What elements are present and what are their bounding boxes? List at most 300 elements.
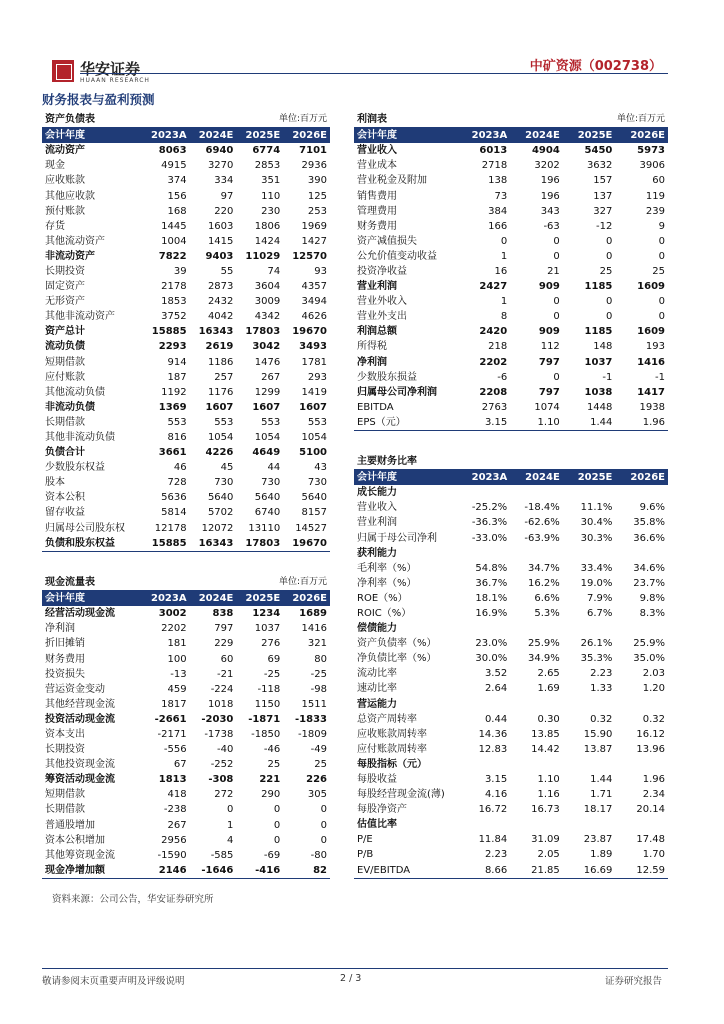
table-row <box>42 173 330 188</box>
row-value: 221 <box>259 774 281 786</box>
row-value <box>458 757 511 772</box>
row-value: -25 <box>310 668 327 680</box>
row-value: 1.10 <box>510 415 563 431</box>
table-row <box>354 561 668 576</box>
table-title: 主要财务比率 <box>354 454 668 470</box>
row-value: 0 <box>320 804 327 816</box>
row-value <box>458 621 511 636</box>
row-value: 1607 <box>205 401 234 413</box>
table-row <box>42 606 330 621</box>
row-value: 1054 <box>301 432 327 444</box>
row-value: 1369 <box>158 401 187 413</box>
row-value: 343 <box>540 205 560 217</box>
row-value <box>510 697 563 712</box>
row-value: 730 <box>307 477 327 489</box>
row-value: -238 <box>163 804 187 816</box>
row-value: 1038 <box>584 386 613 398</box>
row-value: 168 <box>167 205 187 217</box>
row-value: 25.9% <box>633 638 665 650</box>
row-value: 11.84 <box>478 834 508 846</box>
row-value: 25.9% <box>528 638 560 650</box>
row-value: 0 <box>273 804 281 816</box>
row-label: 其他流动资产 <box>45 235 105 247</box>
row-value: 1476 <box>254 356 281 368</box>
row-label: 资产总计 <box>45 326 85 338</box>
table-row <box>354 249 668 264</box>
row-value: 220 <box>214 205 234 217</box>
table-row <box>42 415 330 430</box>
row-value: 4226 <box>205 447 234 459</box>
row-label: 净利润 <box>357 356 387 368</box>
row-value: 730 <box>261 477 281 489</box>
row-value: 1607 <box>252 401 281 413</box>
row-value <box>563 817 616 832</box>
table-row <box>42 234 330 249</box>
row-value: 16.9% <box>475 607 508 619</box>
row-value: 6.7% <box>586 607 613 619</box>
row-value: 16.12 <box>636 728 665 740</box>
row-value: -6 <box>497 371 508 383</box>
row-label: EBITDA <box>357 401 394 413</box>
row-value: -224 <box>210 683 234 695</box>
row-value: -1 <box>655 371 665 383</box>
footer-disclaimer: 敬请参阅末页重要声明及评级说明 <box>42 976 185 987</box>
row-value: 5.3% <box>534 607 560 619</box>
row-label: 每股收益 <box>357 774 397 786</box>
source-note: 资料来源：公司公告，华安证券研究所 <box>52 894 214 905</box>
table-title: 利润表 <box>354 112 563 128</box>
row-value: 327 <box>593 205 613 217</box>
row-value: 157 <box>593 175 613 187</box>
table-row <box>42 787 330 802</box>
row-value: 253 <box>307 205 327 217</box>
row-value: 2936 <box>301 160 327 172</box>
column-header-year: 2026E <box>283 591 330 607</box>
row-label: 利润总额 <box>357 326 397 338</box>
brand-name: 华安证券 <box>80 60 141 78</box>
row-value: -308 <box>208 774 234 786</box>
table-row <box>42 712 330 727</box>
row-label: 营运资金变动 <box>45 683 105 695</box>
table-row <box>42 521 330 536</box>
row-value: -556 <box>163 744 187 756</box>
row-label: 短期借款 <box>45 789 85 801</box>
table-row <box>354 485 668 500</box>
row-value: 7101 <box>299 145 327 157</box>
row-value: 1.33 <box>590 683 613 695</box>
row-value: 9 <box>658 220 665 232</box>
table-row <box>354 742 668 757</box>
row-value: 3202 <box>534 160 560 172</box>
row-value: 909 <box>538 281 560 293</box>
row-label: 获利能力 <box>357 547 397 559</box>
row-value: 797 <box>214 623 234 635</box>
row-label: 成长能力 <box>357 487 397 499</box>
row-value: -13 <box>170 668 187 680</box>
row-value: 80 <box>314 653 327 665</box>
row-value: 1781 <box>301 356 327 368</box>
table-row <box>354 591 668 606</box>
row-value: 8 <box>500 311 508 323</box>
row-value: 5640 <box>254 492 281 504</box>
row-value: 1.89 <box>590 849 613 861</box>
row-value: 2619 <box>205 341 234 353</box>
row-value: 3.15 <box>484 774 508 786</box>
row-label: 净利润 <box>45 623 75 635</box>
row-value: 2427 <box>479 281 508 293</box>
row-value: 11029 <box>245 250 281 262</box>
column-header-year: 2025E <box>563 128 616 144</box>
row-label: 流动比率 <box>357 668 397 680</box>
row-value: 1192 <box>161 386 187 398</box>
row-value: 19.0% <box>580 577 613 589</box>
table-row <box>354 651 668 666</box>
row-label: ROIC（%） <box>357 607 412 619</box>
table-row <box>42 490 330 505</box>
table-title: 现金流量表 <box>42 575 236 591</box>
row-value: 797 <box>538 356 560 368</box>
row-value: 25 <box>652 265 665 277</box>
row-value: 1.44 <box>590 774 613 786</box>
row-value: 43 <box>314 462 327 474</box>
row-label: 公允价值变动收益 <box>357 250 437 262</box>
table-row <box>354 264 668 279</box>
row-value: -25 <box>263 668 281 680</box>
row-value: 239 <box>645 205 665 217</box>
row-value: 229 <box>214 638 234 650</box>
row-value: -69 <box>263 849 281 861</box>
row-value: 3494 <box>301 296 327 308</box>
row-value: 1.10 <box>537 774 560 786</box>
table-row <box>354 415 668 431</box>
row-value: 125 <box>307 190 327 202</box>
table-unit: 单位:百万元 <box>563 112 668 128</box>
row-label: 经营活动现金流 <box>45 608 115 620</box>
table-row <box>42 219 330 234</box>
row-value: -252 <box>210 759 234 771</box>
row-label: 负债合计 <box>45 447 85 459</box>
row-value: 553 <box>214 416 234 428</box>
row-label: 普通股增加 <box>45 819 95 831</box>
row-value: -25.2% <box>471 502 508 514</box>
row-label: 营业收入 <box>357 145 397 157</box>
row-value: 15885 <box>143 536 190 552</box>
row-value: 3270 <box>207 160 234 172</box>
row-value: 8157 <box>301 507 327 519</box>
table-row <box>354 515 668 530</box>
row-value: 1448 <box>586 401 613 413</box>
row-value: -416 <box>236 863 283 879</box>
row-value: 2146 <box>143 863 190 879</box>
row-value: 19670 <box>292 326 327 338</box>
row-value: 15885 <box>151 326 187 338</box>
row-value: 1037 <box>254 623 281 635</box>
row-value: 12178 <box>154 522 187 534</box>
row-label: 其他非流动负债 <box>45 432 115 444</box>
row-value: 82 <box>283 863 330 879</box>
row-value: 1.16 <box>537 789 560 801</box>
row-label: 流动资产 <box>45 145 85 157</box>
row-value: 3632 <box>586 160 613 172</box>
row-value: 8063 <box>158 145 187 157</box>
row-value: 74 <box>267 265 281 277</box>
row-value: 1299 <box>254 386 281 398</box>
row-value: 374 <box>167 175 187 187</box>
table-row <box>42 445 330 460</box>
row-value: 2763 <box>481 401 508 413</box>
row-label: ROE（%） <box>357 592 408 604</box>
row-value: 23.7% <box>633 577 665 589</box>
row-value: 34.6% <box>633 562 665 574</box>
row-value: -118 <box>257 683 281 695</box>
table-row <box>42 475 330 490</box>
row-label: 固定资产 <box>45 281 85 293</box>
table-row <box>354 666 668 681</box>
row-value: 60 <box>652 175 665 187</box>
row-value: 0 <box>273 819 281 831</box>
table-header-row <box>354 128 668 144</box>
row-value: 1234 <box>252 608 281 620</box>
table-row <box>354 234 668 249</box>
row-value: 97 <box>220 190 234 202</box>
row-value: 2.34 <box>642 789 665 801</box>
table-row <box>42 264 330 279</box>
row-value: 55 <box>220 265 234 277</box>
row-value: 1813 <box>158 774 187 786</box>
row-value: 1609 <box>637 281 665 293</box>
row-value: 816 <box>167 432 187 444</box>
column-header-year: 2024E <box>190 591 237 607</box>
row-label: 归属母公司股东权 <box>45 522 125 534</box>
table-row <box>354 400 668 415</box>
row-value: -12 <box>596 220 613 232</box>
row-value: 2.65 <box>537 668 560 680</box>
row-value: 26.1% <box>580 638 613 650</box>
row-label: 其他非流动资产 <box>45 311 115 323</box>
ratios-grid <box>354 454 668 879</box>
column-header-year: 2023A <box>458 470 511 486</box>
row-value: 0 <box>658 311 665 323</box>
row-label: 流动负债 <box>45 341 85 353</box>
table-row <box>354 309 668 324</box>
row-value: 2432 <box>207 296 234 308</box>
row-value: 34.7% <box>528 562 560 574</box>
income_statement-grid <box>354 112 668 431</box>
table-row <box>354 188 668 203</box>
row-value: 45 <box>220 462 234 474</box>
row-label: 折旧摊销 <box>45 638 85 650</box>
row-label: 每股净资产 <box>357 804 407 816</box>
row-value: -1738 <box>204 728 234 740</box>
row-value: 5100 <box>299 447 327 459</box>
row-value: 5450 <box>584 145 613 157</box>
row-value <box>510 546 563 561</box>
row-value: 0 <box>553 371 560 383</box>
table-row <box>42 355 330 370</box>
row-value <box>615 621 668 636</box>
table-row <box>354 863 668 879</box>
row-value: 0 <box>273 834 281 846</box>
row-value: 3009 <box>254 296 281 308</box>
row-value: 17803 <box>236 536 283 552</box>
row-value: 2853 <box>254 160 281 172</box>
table-row <box>354 636 668 651</box>
table-row <box>42 757 330 772</box>
column-header-year: 2026E <box>615 470 668 486</box>
row-value: -585 <box>210 849 234 861</box>
row-value: 1186 <box>207 356 234 368</box>
row-value: 6.6% <box>534 592 560 604</box>
row-value: 100 <box>167 653 187 665</box>
row-value: 3.52 <box>484 668 508 680</box>
table-row <box>42 204 330 219</box>
table-row <box>354 576 668 591</box>
row-value: 2202 <box>161 623 187 635</box>
row-value <box>510 757 563 772</box>
row-value: 2202 <box>479 356 508 368</box>
row-value: 15.90 <box>583 728 613 740</box>
row-value: 138 <box>488 175 508 187</box>
row-label: 资产减值损失 <box>357 235 417 247</box>
row-label: 营业成本 <box>357 160 397 172</box>
column-header-year: 2024E <box>510 470 563 486</box>
row-value: 9.6% <box>639 502 665 514</box>
row-label: 营业利润 <box>357 281 397 293</box>
row-value: 9403 <box>205 250 234 262</box>
row-value: 16343 <box>198 326 234 338</box>
row-value: 4342 <box>254 311 281 323</box>
row-value: 36.7% <box>475 577 508 589</box>
table-row <box>354 204 668 219</box>
table-row <box>354 772 668 787</box>
row-value: -1850 <box>251 728 281 740</box>
table-row <box>42 863 330 879</box>
balance-sheet-table <box>42 112 330 552</box>
row-value: 1074 <box>534 401 560 413</box>
row-label: 长期借款 <box>45 804 85 816</box>
table-row <box>42 651 330 666</box>
row-value: 1416 <box>301 623 327 635</box>
row-value <box>563 485 616 500</box>
row-value: 728 <box>167 477 187 489</box>
row-value: -2171 <box>157 728 187 740</box>
row-value: 35.0% <box>633 653 665 665</box>
table-row <box>354 339 668 354</box>
row-label: 投资活动现金流 <box>45 713 115 725</box>
row-label: 预付账款 <box>45 205 85 217</box>
row-value: 35.8% <box>633 517 665 529</box>
row-value: 14.36 <box>478 728 508 740</box>
row-value: -33.0% <box>471 532 508 544</box>
table-row <box>354 817 668 832</box>
row-value: 1 <box>500 296 508 308</box>
row-value: 5640 <box>207 492 234 504</box>
column-header-year: 2023A <box>458 128 511 144</box>
row-label: 估值比率 <box>357 819 397 831</box>
row-value: 914 <box>167 356 187 368</box>
row-label: 资本支出 <box>45 728 85 740</box>
row-value: 334 <box>214 175 234 187</box>
row-value: 3752 <box>161 311 187 323</box>
table-row <box>42 430 330 445</box>
ratios-table <box>354 454 668 879</box>
row-value: 16 <box>494 265 508 277</box>
table-row <box>354 697 668 712</box>
row-value: 9.8% <box>639 592 665 604</box>
column-header-year: 2025E <box>236 128 283 144</box>
row-label: 资产负债率（%） <box>357 638 437 650</box>
cash-flow-table <box>42 575 330 879</box>
row-value: 16.73 <box>531 804 560 816</box>
row-value: 1176 <box>207 386 234 398</box>
table-row <box>354 606 668 621</box>
table-row <box>42 279 330 294</box>
row-value: 2873 <box>207 281 234 293</box>
row-label: 每股经营现金流(薄) <box>357 789 445 801</box>
row-value: 1.70 <box>642 849 665 861</box>
row-value: 0 <box>606 235 613 247</box>
row-value: -2030 <box>201 713 234 725</box>
row-label: P/E <box>357 834 373 846</box>
row-value: 2208 <box>479 386 508 398</box>
row-label: 其他经营现金流 <box>45 698 115 710</box>
row-value: 1415 <box>207 235 234 247</box>
row-value: 0 <box>320 834 327 846</box>
row-value: 293 <box>307 371 327 383</box>
row-value <box>563 621 616 636</box>
table-unit: 单位:百万元 <box>236 575 330 591</box>
brand-name-en: HUAAN RESEARCH <box>80 77 150 84</box>
table-row <box>42 621 330 636</box>
table-row <box>354 757 668 772</box>
row-value: 2.64 <box>484 683 508 695</box>
row-value <box>458 697 511 712</box>
table-row <box>354 370 668 385</box>
table-header-row <box>354 470 668 486</box>
row-value: 351 <box>261 175 281 187</box>
row-value: 31.09 <box>531 834 560 846</box>
row-label: EV/EBITDA <box>354 863 458 879</box>
footer-report-type: 证券研究报告 <box>604 976 662 987</box>
row-value: 1.96 <box>615 415 668 431</box>
table-row <box>42 636 330 651</box>
row-value: 267 <box>167 819 187 831</box>
row-value: -46 <box>263 744 281 756</box>
table-row <box>354 219 668 234</box>
table-title-row <box>354 112 668 128</box>
row-value <box>458 546 511 561</box>
row-label: 营业利润 <box>357 517 397 529</box>
column-header-label: 会计年度 <box>42 591 143 607</box>
row-value: 1603 <box>207 220 234 232</box>
row-label: 每股指标（元） <box>357 758 427 770</box>
row-value: 730 <box>214 477 234 489</box>
row-value: 12072 <box>201 522 234 534</box>
table-row <box>354 530 668 545</box>
row-value: 3906 <box>639 160 665 172</box>
row-value: 7822 <box>158 250 187 262</box>
row-value: 0 <box>320 819 327 831</box>
row-value: 110 <box>261 190 281 202</box>
header-divider <box>80 73 668 74</box>
row-label: 无形资产 <box>45 296 85 308</box>
row-value: -21 <box>217 668 234 680</box>
row-value: 3493 <box>299 341 327 353</box>
row-value: 0.30 <box>537 713 560 725</box>
table-row <box>42 309 330 324</box>
table-row <box>42 802 330 817</box>
table-row <box>42 848 330 863</box>
